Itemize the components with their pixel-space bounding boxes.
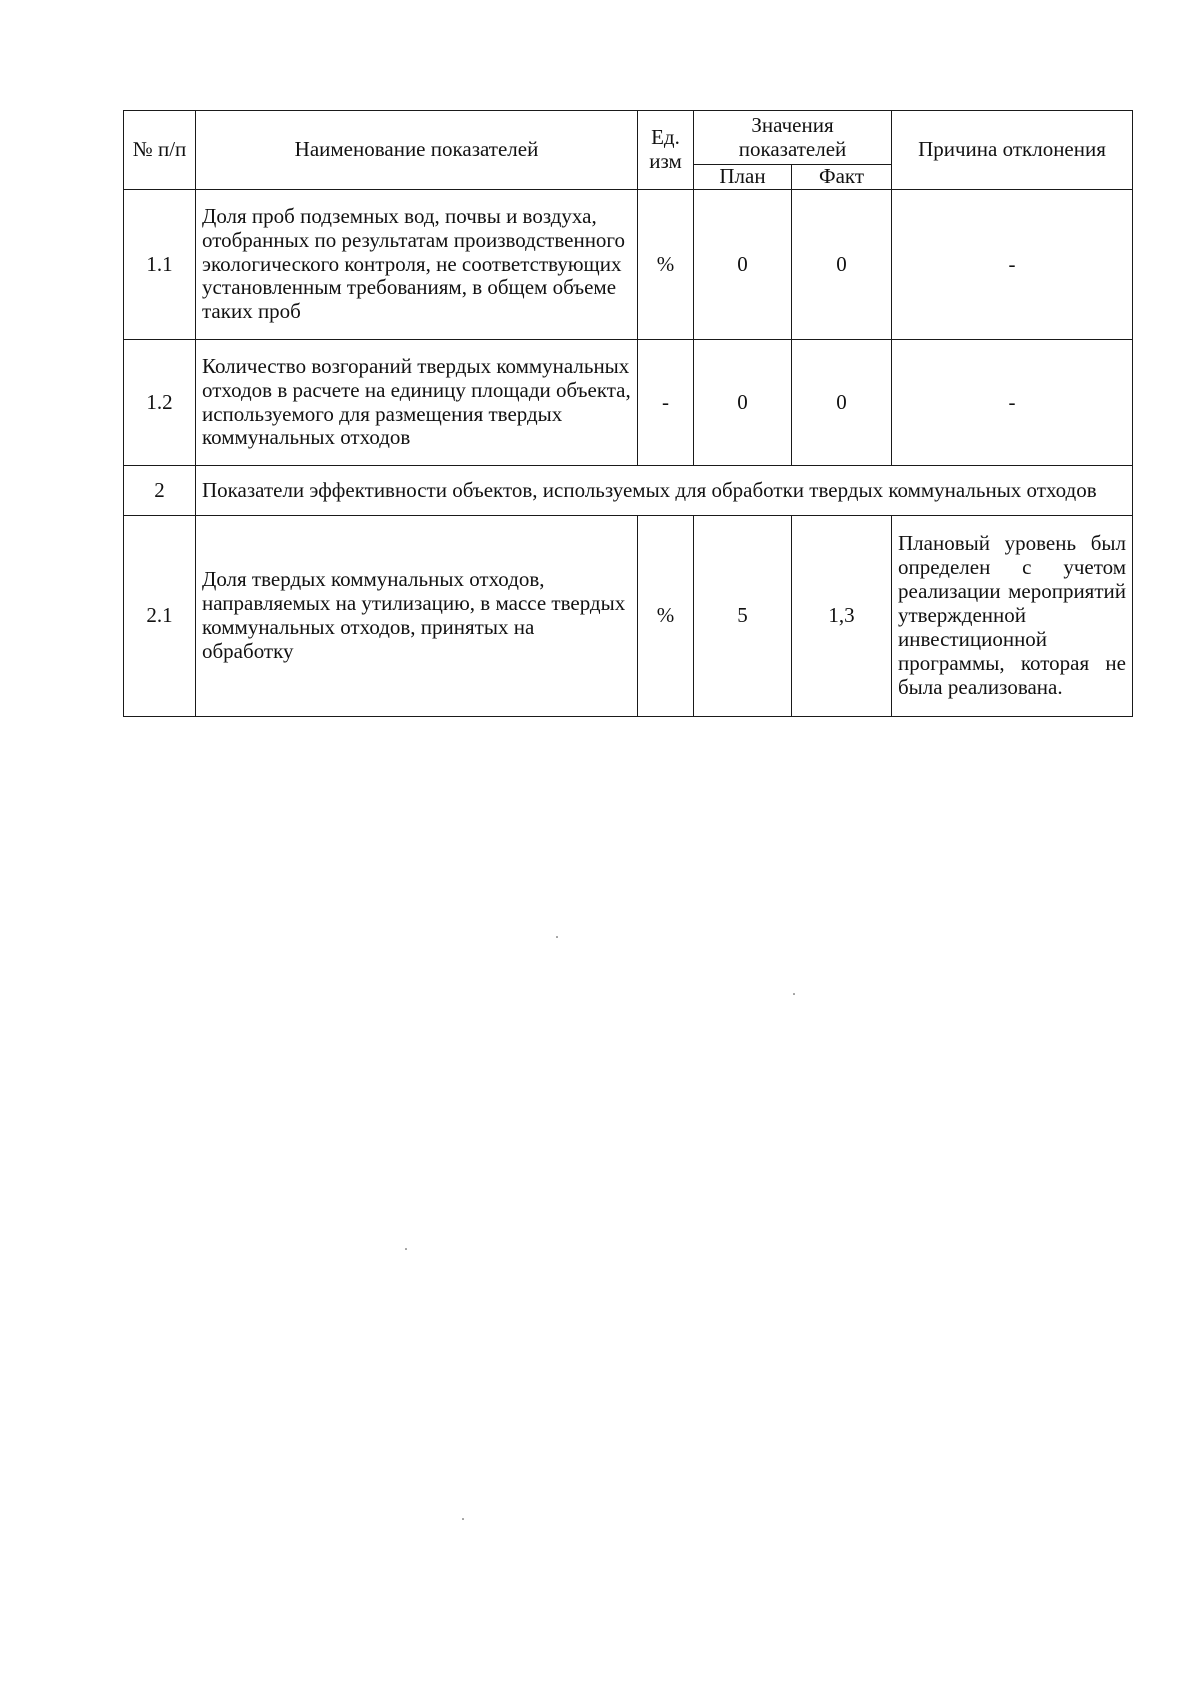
row-fact: 0	[792, 190, 892, 340]
table-row	[124, 516, 1133, 717]
row-reason: -	[892, 190, 1133, 340]
row-unit: %	[638, 190, 694, 340]
table-row	[124, 190, 1133, 340]
section-row	[124, 466, 1133, 516]
row-name: Доля проб подземных вод, почвы и воздуха, отобранных по результатам производственного экологического контроля, не соответствующих установленным требованиям, в общем объеме таких проб	[196, 190, 638, 340]
row-fact: 1,3	[792, 516, 892, 717]
header-reason: Причина отклонения	[892, 111, 1133, 190]
table-row	[124, 340, 1133, 466]
header-unit: Ед. изм	[638, 111, 694, 190]
row-reason: Плановый уровень был определен с учетом реализации мероприятий утвержденной инвестиционной программы, которая не была реализована.	[892, 516, 1133, 717]
scan-speck	[793, 993, 795, 995]
row-num: 1.2	[124, 340, 196, 466]
row-plan: 5	[694, 516, 792, 717]
row-name: Доля твердых коммунальных отходов, направляемых на утилизацию, в массе твердых коммунальных отходов, принятых на обработку	[196, 516, 638, 717]
row-reason: -	[892, 340, 1133, 466]
header-fact: Факт	[792, 165, 892, 190]
section-num: 2	[124, 466, 196, 516]
header-plan: План	[694, 165, 792, 190]
header-row-1	[124, 111, 1133, 165]
row-name: Количество возгораний твердых коммунальных отходов в расчете на единицу площади объекта, используемого для размещения твердых коммунальных отходов	[196, 340, 638, 466]
row-unit: %	[638, 516, 694, 717]
row-fact: 0	[792, 340, 892, 466]
row-num: 2.1	[124, 516, 196, 717]
row-num: 1.1	[124, 190, 196, 340]
row-unit: -	[638, 340, 694, 466]
header-num: № п/п	[124, 111, 196, 190]
header-name: Наименование показателей	[196, 111, 638, 190]
scan-speck	[462, 1518, 464, 1520]
indicators-table	[123, 110, 1133, 717]
header-values: Значения показателей	[694, 111, 892, 165]
scan-speck	[405, 1248, 407, 1250]
section-title: Показатели эффективности объектов, используемых для обработки твердых коммунальных отходов	[196, 466, 1133, 516]
scan-speck	[556, 936, 558, 938]
row-plan: 0	[694, 190, 792, 340]
row-plan: 0	[694, 340, 792, 466]
